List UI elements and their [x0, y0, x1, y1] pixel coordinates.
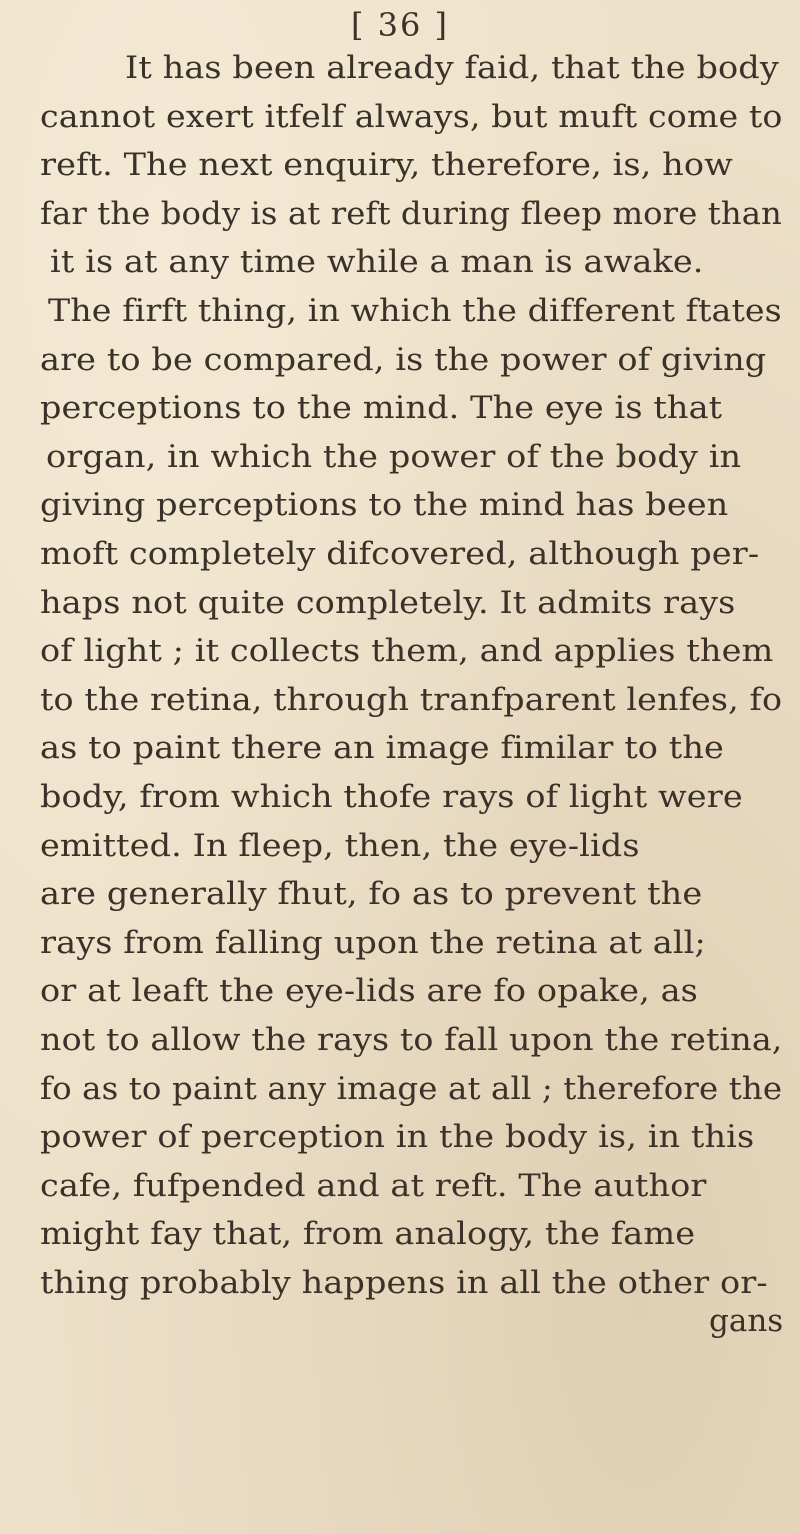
text-line: rays from falling upon the retina at all;: [40, 924, 706, 961]
text-line: thing probably happens in all the other or-: [40, 1265, 768, 1301]
catchword: gans: [709, 1303, 784, 1339]
text-line: cafe, fufpended and at reft. The author: [40, 1167, 707, 1204]
text-line: are to be compared, is the power of giving: [40, 341, 767, 378]
text-line: giving perceptions to the mind has been: [40, 487, 729, 524]
text-line: cannot exert itfelf always, but muft come to: [40, 98, 783, 135]
text-line: moft completely difcovered, although per-: [40, 536, 760, 572]
text-line: might fay that, from analogy, the fame: [40, 1216, 696, 1253]
text-line: The firft thing, in which the different ftates: [48, 293, 782, 329]
text-line: haps not quite completely. It admits rays: [40, 584, 736, 621]
text-line: are generally fhut, fo as to prevent the: [40, 876, 703, 913]
text-line: not to allow the rays to fall upon the retina,: [40, 1022, 783, 1058]
text-line: of light ; it collects them, and applies them: [40, 633, 774, 670]
text-line: far the body is at reft during fleep more than: [40, 195, 782, 232]
text-line: or at leaft the eye-lids are fo opake, as: [40, 973, 698, 1010]
page-number: [ 36 ]: [350, 6, 450, 44]
text-line: power of perception in the body is, in this: [40, 1119, 755, 1156]
text-line: It has been already faid, that the body: [125, 50, 779, 86]
text-line: it is at any time while a man is awake.: [50, 244, 704, 281]
text-line: to the retina, through tranfparent lenfes, fo: [40, 681, 783, 718]
text-line: body, from which thofe rays of light were: [40, 779, 743, 815]
text-line: emitted. In fleep, then, the eye-lids: [40, 827, 640, 864]
text-line: organ, in which the power of the body in: [46, 438, 742, 475]
text-line: as to paint there an image fimilar to the: [40, 730, 724, 767]
text-line: fo as to paint any image at all ; therefore the: [40, 1070, 783, 1107]
text-line: perceptions to the mind. The eye is that: [40, 390, 723, 427]
text-line: reft. The next enquiry, therefore, is, how: [40, 147, 733, 184]
